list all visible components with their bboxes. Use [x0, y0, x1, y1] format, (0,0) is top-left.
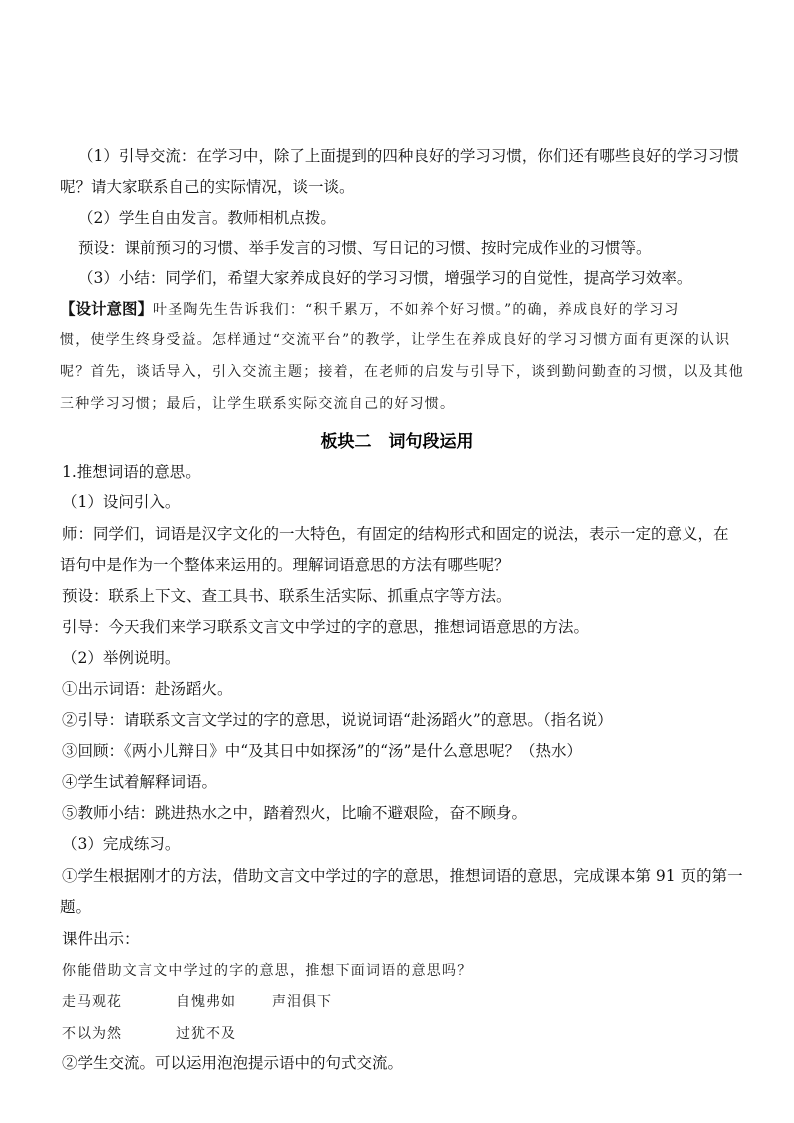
- paragraph-line: 引导：今天我们来学习联系文言文中学过的字的意思，推想词语意思的方法。: [62, 618, 590, 636]
- design-intent-line: [60, 299, 680, 320]
- paragraph-line: ①学生根据刚才的方法，借助文言文中学过的字的意思，推想词语的意思，完成课本第 91 页的第一: [62, 867, 743, 885]
- paragraph-line: ①出示词语：赴汤蹈火。: [62, 680, 233, 698]
- paragraph-line: （3）完成练习。: [62, 835, 181, 853]
- paragraph-line: 题。: [60, 898, 92, 916]
- paragraph-line: ⑤教师小结：跳进热水之中，踏着烈火，比喻不避艰险，奋不顾身。: [62, 804, 528, 822]
- paragraph-line: ②学生交流。可以运用泡泡提示语中的句式交流。: [62, 1054, 404, 1072]
- courseware-prompt: 你能借助文言文中学过的字的意思，推想下面词语的意思吗？: [62, 963, 473, 979]
- exercise-word: 声泪俱下: [272, 994, 332, 1010]
- exercise-word: 走马观花: [62, 994, 122, 1010]
- paragraph-line: （2）学生自由发言。教师相机点拨。: [78, 209, 336, 227]
- paragraph-line: （2）举例说明。: [62, 649, 181, 667]
- paragraph-line: 呢？请大家联系自己的实际情况，谈一谈。: [60, 178, 355, 196]
- paragraph-line: ②引导：请联系文言文学过的字的意思，说说词语“赴汤蹈火”的意思。（指名说）: [62, 711, 613, 729]
- paragraph-line: 预设：课前预习的习惯、举手发言的习惯、写日记的习惯、按时完成作业的习惯等。: [78, 239, 652, 257]
- paragraph-line: 1.推想词语的意思。: [62, 463, 201, 481]
- design-intent-text: 呢？首先，谈话导入，引入交流主题；接着，在老师的启发与引导下，谈到勤问勤查的习惯，以及其他: [60, 364, 744, 380]
- paragraph-line: 预设：联系上下文、查工具书、联系生活实际、抓重点字等方法。: [62, 587, 512, 605]
- design-intent-text: 惯，使学生终身受益。怎样通过“交流平台”的教学，让学生在养成良好的学习习惯方面有更深的认识: [60, 332, 731, 348]
- design-intent-text: 叶圣陶先生告诉我们：“积千累万，不如养个好习惯。”的确，养成良好的学习习: [153, 302, 680, 318]
- paragraph-line: ④学生试着解释词语。: [62, 773, 218, 791]
- paragraph-line: 师：同学们，词语是汉字文化的一大特色，有固定的结构形式和固定的说法，表示一定的意义，在: [62, 525, 729, 543]
- paragraph-line: （1）引导交流：在学习中，除了上面提到的四种良好的学习习惯，你们还有哪些良好的学习习惯: [78, 147, 739, 165]
- paragraph-line: 语句中是作为一个整体来运用的。理解词语意思的方法有哪些呢？: [60, 556, 510, 574]
- paragraph-line: （3）小结：同学们，希望大家养成良好的学习习惯，增强学习的自觉性，提高学习效率。: [78, 269, 693, 287]
- section-title: 板块二 词句段运用: [320, 432, 474, 452]
- exercise-word: 过犹不及: [176, 1026, 236, 1042]
- design-intent-label: 【设计意图】: [60, 299, 154, 318]
- paragraph-line: 课件出示：: [62, 930, 140, 948]
- exercise-word: 自愧弗如: [176, 994, 236, 1010]
- design-intent-text: 三种学习习惯；最后，让学生联系实际交流自己的好习惯。: [60, 396, 456, 412]
- exercise-word: 不以为然: [62, 1026, 122, 1042]
- paragraph-line: （1）设问引入。: [62, 493, 181, 511]
- paragraph-line: ③回顾：《两小儿辩日》中“及其日中如探汤”的“汤”是什么意思呢？（热水）: [62, 742, 582, 760]
